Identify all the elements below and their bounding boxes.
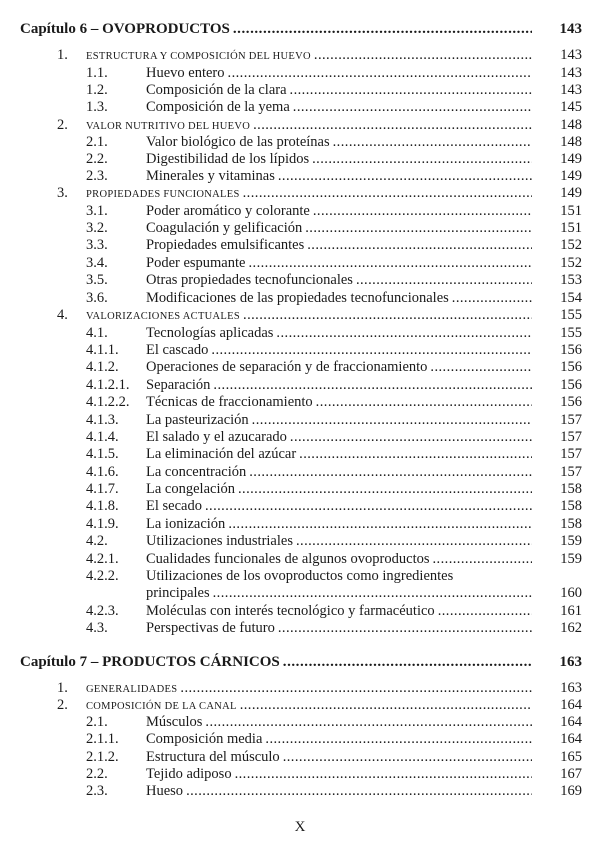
entry-title: Poder espumante (146, 255, 248, 271)
entry-number: 3.3. (86, 237, 108, 253)
page-number: 156 (560, 377, 582, 393)
page-number: 159 (560, 551, 582, 567)
entry-number: 1.3. (86, 99, 108, 115)
toc-entry (0, 679, 600, 697)
entry-number: 2.2. (86, 766, 108, 782)
toc-entry (0, 730, 600, 748)
page-number: 153 (560, 272, 582, 288)
entry-number: 2. (57, 117, 68, 133)
page-number: 158 (560, 498, 582, 514)
chapter-title: Capítulo 6 – OVOPRODUCTOS (20, 21, 233, 37)
page-number: 149 (560, 168, 582, 184)
entry-number: 1.1. (86, 65, 108, 81)
toc-entry (0, 463, 600, 481)
page-number: 167 (560, 766, 582, 782)
page-number: 143 (560, 65, 582, 81)
toc-entry (0, 306, 600, 324)
toc-entry (0, 324, 600, 342)
entry-number: 4.1.9. (86, 516, 119, 532)
toc-entry (0, 150, 600, 168)
entry-title: La ionización (146, 516, 228, 532)
page-number: 143 (560, 82, 582, 98)
toc-entry (0, 219, 600, 237)
entry-title: El cascado (146, 342, 211, 358)
toc-entry (0, 393, 600, 411)
entry-number: 3.6. (86, 290, 108, 306)
toc-entry (0, 254, 600, 272)
entry-title: Minerales y vitaminas (146, 168, 278, 184)
page-number: 161 (560, 603, 582, 619)
entry-number: 4. (57, 307, 68, 323)
toc-entry (0, 64, 600, 82)
entry-title: COMPOSICIÓN DE LA CANAL (86, 701, 240, 712)
toc-entry (0, 515, 600, 533)
page-number: 157 (560, 446, 582, 462)
toc-entry (0, 713, 600, 731)
page-number: 162 (560, 620, 582, 636)
entry-number: 3.4. (86, 255, 108, 271)
entry-title: Utilizaciones industriales (146, 533, 296, 549)
entry-number: 3. (57, 185, 68, 201)
entry-title: Composición de la clara (146, 82, 290, 98)
page-number: 156 (560, 394, 582, 410)
entry-number: 4.2.3. (86, 603, 119, 619)
entry-title: La concentración (146, 464, 249, 480)
entry-title: Huevo entero (146, 65, 228, 81)
entry-title: Composición media (146, 731, 265, 747)
entry-number: 4.1. (86, 325, 108, 341)
page-number: 149 (560, 185, 582, 201)
entry-title: La eliminación del azúcar (146, 446, 299, 462)
page-number: 143 (559, 21, 582, 37)
entry-title: Tejido adiposo (146, 766, 235, 782)
entry-title: PROPIEDADES FUNCIONALES (86, 189, 243, 200)
entry-number: 2. (57, 697, 68, 713)
entry-title: Coagulación y gelificación (146, 220, 305, 236)
page-number: 163 (559, 654, 582, 670)
page-number: 158 (560, 481, 582, 497)
page-number: 157 (560, 412, 582, 428)
toc-entry (0, 376, 600, 394)
entry-title: Otras propiedades tecnofuncionales (146, 272, 356, 288)
toc-entry (0, 567, 600, 585)
page-number: 164 (560, 697, 582, 713)
entry-number: 2.2. (86, 151, 108, 167)
page-number: 164 (560, 714, 582, 730)
entry-title: Moléculas con interés tecnológico y farmacéutico (146, 603, 438, 619)
chapter-title: Capítulo 7 – PRODUCTOS CÁRNICOS (20, 654, 283, 670)
entry-title-continued: principales (146, 585, 213, 601)
page-number: 152 (560, 255, 582, 271)
entry-title: Técnicas de fraccionamiento (146, 394, 316, 410)
page-number: 143 (560, 47, 582, 63)
entry-title: VALOR NUTRITIVO DEL HUEVO (86, 121, 253, 132)
page-number: 155 (560, 325, 582, 341)
toc-entry (0, 202, 600, 220)
page-number: 156 (560, 359, 582, 375)
entry-title: Músculos (146, 714, 205, 730)
toc-entry (0, 480, 600, 498)
entry-number: 4.1.5. (86, 446, 119, 462)
toc-entry (0, 116, 600, 134)
page-number: 151 (560, 220, 582, 236)
page-number: 148 (560, 134, 582, 150)
toc-entry (0, 184, 600, 202)
toc-entry (0, 428, 600, 446)
toc-entry (0, 341, 600, 359)
entry-title: La pasteurización (146, 412, 252, 428)
page-number: 148 (560, 117, 582, 133)
toc-entry (0, 271, 600, 289)
entry-title: ESTRUCTURA Y COMPOSICIÓN DEL HUEVO (86, 51, 314, 62)
toc-entry (0, 411, 600, 429)
toc-entry-continuation (0, 584, 600, 602)
toc-entry (0, 46, 600, 64)
entry-title: Utilizaciones de los ovoproductos como ingredientes (146, 568, 456, 584)
page-number: 164 (560, 731, 582, 747)
entry-number: 2.3. (86, 168, 108, 184)
entry-title: Composición de la yema (146, 99, 293, 115)
page-number: 145 (560, 99, 582, 115)
toc-entry (0, 696, 600, 714)
page-number: 152 (560, 237, 582, 253)
entry-number: 2.1. (86, 714, 108, 730)
page-number: 160 (560, 585, 582, 601)
page-number: 165 (560, 749, 582, 765)
page-number: 157 (560, 464, 582, 480)
page-number: 157 (560, 429, 582, 445)
entry-number: 1. (57, 47, 68, 63)
toc-entry (0, 532, 600, 550)
entry-number: 1.2. (86, 82, 108, 98)
chapter-6-heading (0, 20, 600, 38)
page-number: 159 (560, 533, 582, 549)
entry-title: Poder aromático y colorante (146, 203, 313, 219)
entry-number: 4.1.8. (86, 498, 119, 514)
entry-number: 4.1.7. (86, 481, 119, 497)
toc-entry (0, 550, 600, 568)
toc-entry (0, 358, 600, 376)
toc-entry (0, 619, 600, 637)
entry-number: 3.5. (86, 272, 108, 288)
entry-title: Hueso (146, 783, 186, 799)
toc-entry (0, 765, 600, 783)
entry-title: El secado (146, 498, 205, 514)
toc-entry (0, 98, 600, 116)
entry-title: GENERALIDADES (86, 684, 180, 695)
page-number: 155 (560, 307, 582, 323)
page-number: 156 (560, 342, 582, 358)
toc-entry (0, 133, 600, 151)
toc-entry (0, 236, 600, 254)
page-number: 169 (560, 783, 582, 799)
chapter-7-heading (0, 653, 600, 671)
entry-number: 4.2.1. (86, 551, 119, 567)
entry-title: Separación (146, 377, 213, 393)
entry-number: 2.1.2. (86, 749, 119, 765)
page-number: 149 (560, 151, 582, 167)
page-number: 154 (560, 290, 582, 306)
page-number: 151 (560, 203, 582, 219)
entry-title: Tecnologías aplicadas (146, 325, 276, 341)
toc-entry (0, 497, 600, 515)
entry-number: 4.1.2.2. (86, 394, 130, 410)
entry-number: 4.1.1. (86, 342, 119, 358)
entry-title: VALORIZACIONES ACTUALES (86, 311, 243, 322)
entry-number: 2.1. (86, 134, 108, 150)
entry-number: 4.2.2. (86, 568, 119, 584)
entry-title: El salado y el azucarado (146, 429, 290, 445)
entry-number: 4.1.4. (86, 429, 119, 445)
entry-title: La congelación (146, 481, 238, 497)
toc-entry (0, 748, 600, 766)
entry-number: 1. (57, 680, 68, 696)
entry-title: Estructura del músculo (146, 749, 283, 765)
page-number: 163 (560, 680, 582, 696)
toc-entry (0, 167, 600, 185)
page-footer-roman-numeral: X (294, 819, 306, 835)
entry-title: Digestibilidad de los lípidos (146, 151, 312, 167)
entry-title: Operaciones de separación y de fraccionamiento (146, 359, 430, 375)
page-number: 158 (560, 516, 582, 532)
entry-number: 4.1.6. (86, 464, 119, 480)
entry-number: 3.1. (86, 203, 108, 219)
entry-title: Perspectivas de futuro (146, 620, 278, 636)
toc-entry (0, 602, 600, 620)
entry-title: Valor biológico de las proteínas (146, 134, 333, 150)
entry-number: 3.2. (86, 220, 108, 236)
entry-number: 4.1.3. (86, 412, 119, 428)
entry-number: 4.1.2.1. (86, 377, 130, 393)
entry-title: Cualidades funcionales de algunos ovoproductos (146, 551, 433, 567)
entry-number: 4.1.2. (86, 359, 119, 375)
toc-entry (0, 289, 600, 307)
entry-number: 4.3. (86, 620, 108, 636)
toc-entry (0, 782, 600, 800)
entry-number: 2.1.1. (86, 731, 119, 747)
entry-title: Propiedades emulsificantes (146, 237, 307, 253)
entry-number: 2.3. (86, 783, 108, 799)
toc-entry (0, 81, 600, 99)
entry-number: 4.2. (86, 533, 108, 549)
toc-entry (0, 445, 600, 463)
entry-title: Modificaciones de las propiedades tecnofuncionales (146, 290, 452, 306)
